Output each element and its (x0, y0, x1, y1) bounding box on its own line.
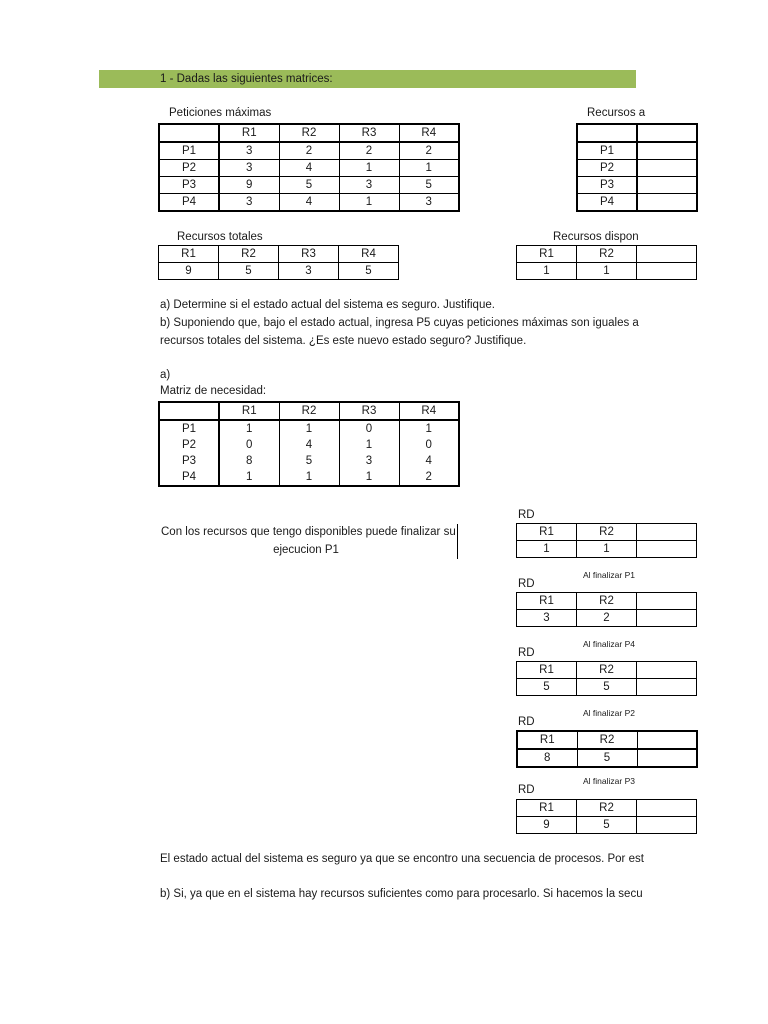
value-cell: 1 (517, 263, 577, 280)
value-cell: 5 (219, 263, 279, 280)
table-row (517, 610, 697, 627)
header-cell: R1 (159, 246, 219, 263)
rd-label: RD (518, 509, 535, 521)
rd-table (516, 523, 697, 558)
table-row (159, 453, 459, 469)
table-row (159, 194, 459, 212)
explanation-line2: ejecucion P1 (273, 544, 339, 556)
header-cell (159, 124, 219, 142)
table-row (577, 160, 697, 177)
process-cell: P1 (159, 420, 219, 437)
answer-b-text: b) Si, ya que en el sistema hay recursos suficientes como para procesarlo. Si hacemos la secu (160, 888, 643, 900)
total-resources-table (158, 245, 399, 280)
header-cell: R2 (577, 731, 637, 749)
value-cell: 1 (219, 420, 279, 437)
value-cell: 5 (577, 679, 637, 696)
process-cell: P2 (159, 160, 219, 177)
table-row (159, 263, 399, 280)
value-cell: 1 (219, 469, 279, 486)
value-cell: 5 (279, 177, 339, 194)
value-cell: 1 (577, 263, 637, 280)
value-cell: 0 (399, 437, 459, 453)
table-header-row (517, 524, 697, 541)
value-cell: 1 (279, 420, 339, 437)
value-cell: 3 (219, 194, 279, 212)
process-cell: P4 (159, 194, 219, 212)
table-row (159, 160, 459, 177)
header-cell: R2 (279, 124, 339, 142)
value-cell: 0 (219, 437, 279, 453)
value-cell: 4 (279, 160, 339, 177)
rd-caption: Al finalizar P3 (583, 776, 635, 786)
assigned-resources-label: Recursos a (587, 107, 646, 119)
table-row (517, 749, 697, 767)
header-cell: R2 (219, 246, 279, 263)
table-row (159, 437, 459, 453)
value-cell: 5 (279, 453, 339, 469)
value-cell: 4 (399, 453, 459, 469)
value-cell: 0 (339, 420, 399, 437)
table-row (517, 817, 697, 834)
value-cell: 3 (279, 263, 339, 280)
max-requests-label: Peticiones máximas (169, 107, 272, 119)
rd-label: RD (518, 716, 535, 728)
table-header-row (159, 402, 459, 420)
header-cell: R1 (219, 402, 279, 420)
conclusion-text: El estado actual del sistema es seguro ya que se encontro una secuencia de procesos. Por est (160, 853, 644, 865)
value-cell: 2 (339, 142, 399, 160)
value-cell: 5 (577, 817, 637, 834)
table-header-row (517, 662, 697, 679)
available-resources-table (516, 245, 697, 280)
process-cell: P2 (159, 437, 219, 453)
table-header-row (159, 124, 459, 142)
value-cell: 1 (339, 469, 399, 486)
rd-table (516, 592, 697, 627)
table-row (517, 263, 697, 280)
header-cell: R3 (279, 246, 339, 263)
value-cell: 3 (339, 453, 399, 469)
value-cell: 8 (517, 749, 577, 767)
header-cell: R1 (517, 524, 577, 541)
table-row (517, 679, 697, 696)
header-cell (159, 402, 219, 420)
value-cell: 2 (399, 469, 459, 486)
rd-label: RD (518, 784, 535, 796)
header-cell: R3 (339, 402, 399, 420)
value-cell: 1 (339, 160, 399, 177)
table-header-row (517, 731, 697, 749)
rd-caption: Al finalizar P1 (583, 570, 635, 580)
value-cell: 1 (339, 437, 399, 453)
process-cell: P3 (577, 177, 637, 194)
header-cell (577, 124, 637, 142)
value-cell: 4 (279, 437, 339, 453)
value-cell: 4 (279, 194, 339, 212)
need-matrix-label: Matriz de necesidad: (160, 385, 267, 397)
value-cell: 3 (339, 177, 399, 194)
rd-label: RD (518, 647, 535, 659)
value-cell: 1 (279, 469, 339, 486)
table-row (159, 177, 459, 194)
process-cell: P3 (159, 177, 219, 194)
value-cell: 5 (399, 177, 459, 194)
rd-label: RD (518, 578, 535, 590)
header-cell: R2 (577, 662, 637, 679)
table-header-row (517, 593, 697, 610)
value-cell: 1 (339, 194, 399, 212)
header-cell: R1 (517, 731, 577, 749)
value-cell: 3 (517, 610, 577, 627)
table-row (577, 142, 697, 160)
header-cell: R1 (517, 662, 577, 679)
header-cell: R1 (517, 246, 577, 263)
header-cell: R2 (577, 246, 637, 263)
header-cell: R2 (577, 593, 637, 610)
value-cell: 3 (399, 194, 459, 212)
max-requests-table (158, 123, 460, 212)
value-cell: 1 (399, 420, 459, 437)
value-cell: 2 (577, 610, 637, 627)
header-cell: R2 (279, 402, 339, 420)
table-row (517, 541, 697, 558)
value-cell: 8 (219, 453, 279, 469)
table-row (577, 194, 697, 212)
process-cell: P3 (159, 453, 219, 469)
header-cell (637, 124, 697, 142)
header-cell: R1 (219, 124, 279, 142)
rd-table (516, 730, 698, 768)
part-a-heading: a) (160, 369, 171, 381)
question-a: a) Determine si el estado actual del sistema es seguro. Justifique. (160, 299, 495, 311)
process-cell: P4 (159, 469, 219, 486)
value-cell: 9 (159, 263, 219, 280)
value-cell: 3 (219, 142, 279, 160)
value-cell: 5 (517, 679, 577, 696)
value-cell: 9 (219, 177, 279, 194)
rd-caption: Al finalizar P2 (583, 708, 635, 718)
cell-border-line (457, 524, 458, 559)
total-resources-label: Recursos totales (177, 231, 263, 243)
table-header-row (517, 800, 697, 817)
need-matrix-table (158, 401, 460, 487)
value-cell: 3 (219, 160, 279, 177)
value-cell: 5 (339, 263, 399, 280)
available-resources-label: Recursos dispon (553, 231, 639, 243)
rd-caption: Al finalizar P4 (583, 639, 635, 649)
header-cell: R2 (577, 800, 637, 817)
header-cell: R4 (399, 124, 459, 142)
value-cell: 2 (279, 142, 339, 160)
value-cell: 1 (399, 160, 459, 177)
header-cell: R1 (517, 593, 577, 610)
process-cell: P2 (577, 160, 637, 177)
process-cell: P1 (159, 142, 219, 160)
value-cell: 2 (399, 142, 459, 160)
header-cell: R1 (517, 800, 577, 817)
section-banner: 1 - Dadas las siguientes matrices: (99, 70, 636, 88)
header-cell: R3 (339, 124, 399, 142)
table-header-row (517, 246, 697, 263)
rd-table (516, 661, 697, 696)
explanation-line1: Con los recursos que tengo disponibles puede finalizar su (161, 526, 456, 538)
table-row (159, 469, 459, 486)
header-cell: R4 (399, 402, 459, 420)
process-cell: P1 (577, 142, 637, 160)
question-b-line1: b) Suponiendo que, bajo el estado actual, ingresa P5 cuyas peticiones máximas son iguales a (160, 317, 639, 329)
table-row (159, 142, 459, 160)
question-b-line2: recursos totales del sistema. ¿Es este nuevo estado seguro? Justifique. (160, 335, 527, 347)
table-row (159, 420, 459, 437)
header-cell: R4 (339, 246, 399, 263)
table-row (577, 177, 697, 194)
rd-table (516, 799, 697, 834)
process-cell: P4 (577, 194, 637, 212)
value-cell: 9 (517, 817, 577, 834)
header-cell: R2 (577, 524, 637, 541)
value-cell: 5 (577, 749, 637, 767)
table-header-row (159, 246, 399, 263)
value-cell: 1 (577, 541, 637, 558)
value-cell: 1 (517, 541, 577, 558)
assigned-resources-table (576, 123, 698, 212)
